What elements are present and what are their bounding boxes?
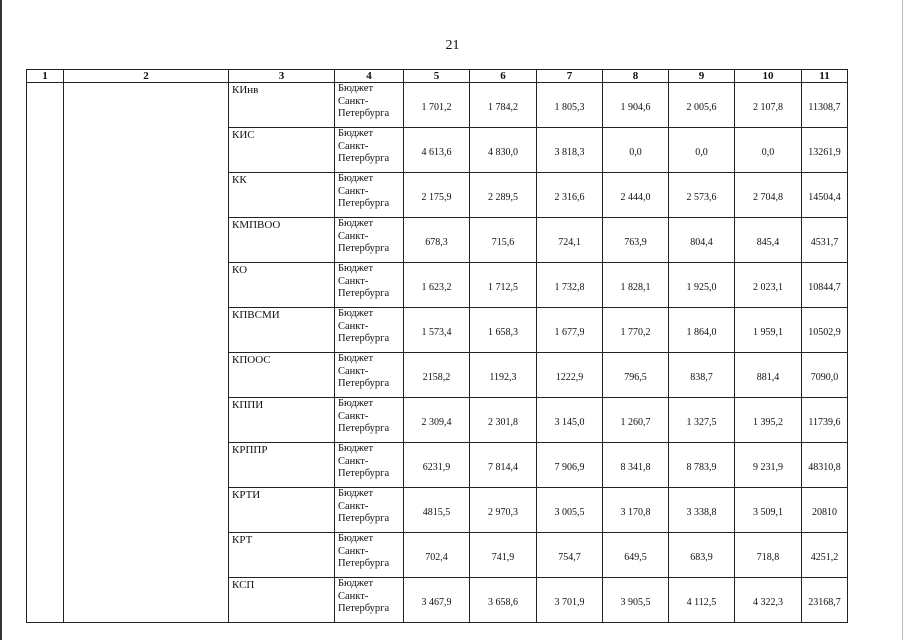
column-header-11: 11 bbox=[802, 70, 848, 83]
value-cell-col-11: 7090,0 bbox=[802, 353, 848, 398]
page-left-border bbox=[0, 0, 2, 640]
row-code: КПВСМИ bbox=[229, 308, 335, 353]
value-cell-col-5: 1 701,2 bbox=[404, 83, 470, 128]
column-header-3: 3 bbox=[229, 70, 335, 83]
value-cell-col-9: 1 327,5 bbox=[669, 398, 735, 443]
row-code: КМПВОО bbox=[229, 218, 335, 263]
value-cell-col-5: 702,4 bbox=[404, 533, 470, 578]
value-cell-col-9: 3 338,8 bbox=[669, 488, 735, 533]
table-body bbox=[27, 83, 848, 623]
value-cell-col-10: 4 322,3 bbox=[735, 578, 802, 623]
funding-source: Бюджет Санкт-Петербурга bbox=[335, 173, 404, 218]
funding-source: Бюджет Санкт-Петербурга bbox=[335, 443, 404, 488]
funding-source: Бюджет Санкт-Петербурга bbox=[335, 578, 404, 623]
funding-source: Бюджет Санкт-Петербурга bbox=[335, 83, 404, 128]
value-cell-col-6: 741,9 bbox=[470, 533, 537, 578]
value-cell-col-10: 2 023,1 bbox=[735, 263, 802, 308]
funding-source: Бюджет Санкт-Петербурга bbox=[335, 308, 404, 353]
funding-source: Бюджет Санкт-Петербурга bbox=[335, 488, 404, 533]
value-cell-col-6: 3 658,6 bbox=[470, 578, 537, 623]
value-cell-col-11: 23168,7 bbox=[802, 578, 848, 623]
column-header-7: 7 bbox=[537, 70, 603, 83]
funding-source: Бюджет Санкт-Петербурга bbox=[335, 128, 404, 173]
value-cell-col-5: 678,3 bbox=[404, 218, 470, 263]
value-cell-col-5: 4815,5 bbox=[404, 488, 470, 533]
funding-source: Бюджет Санкт-Петербурга bbox=[335, 398, 404, 443]
column-header-4: 4 bbox=[335, 70, 404, 83]
value-cell-col-5: 2 175,9 bbox=[404, 173, 470, 218]
value-cell-col-8: 1 260,7 bbox=[603, 398, 669, 443]
value-cell-col-8: 2 444,0 bbox=[603, 173, 669, 218]
value-cell-col-9: 1 864,0 bbox=[669, 308, 735, 353]
value-cell-col-11: 48310,8 bbox=[802, 443, 848, 488]
value-cell-col-6: 715,6 bbox=[470, 218, 537, 263]
value-cell-col-6: 1 784,2 bbox=[470, 83, 537, 128]
value-cell-col-11: 4251,2 bbox=[802, 533, 848, 578]
row-code: КПООС bbox=[229, 353, 335, 398]
value-cell-col-8: 3 170,8 bbox=[603, 488, 669, 533]
value-cell-col-6: 2 970,3 bbox=[470, 488, 537, 533]
value-cell-col-5: 3 467,9 bbox=[404, 578, 470, 623]
value-cell-col-5: 2 309,4 bbox=[404, 398, 470, 443]
column-header-6: 6 bbox=[470, 70, 537, 83]
value-cell-col-11: 13261,9 bbox=[802, 128, 848, 173]
value-cell-col-7: 3 005,5 bbox=[537, 488, 603, 533]
value-cell-col-5: 2158,2 bbox=[404, 353, 470, 398]
row-code: КИС bbox=[229, 128, 335, 173]
value-cell-col-8: 1 904,6 bbox=[603, 83, 669, 128]
blank-cell-col-1 bbox=[27, 83, 64, 623]
value-cell-col-10: 881,4 bbox=[735, 353, 802, 398]
value-cell-col-8: 8 341,8 bbox=[603, 443, 669, 488]
value-cell-col-10: 2 107,8 bbox=[735, 83, 802, 128]
value-cell-col-10: 1 959,1 bbox=[735, 308, 802, 353]
column-header-9: 9 bbox=[669, 70, 735, 83]
budget-table bbox=[26, 69, 848, 623]
value-cell-col-10: 3 509,1 bbox=[735, 488, 802, 533]
value-cell-col-11: 10502,9 bbox=[802, 308, 848, 353]
value-cell-col-9: 683,9 bbox=[669, 533, 735, 578]
value-cell-col-10: 1 395,2 bbox=[735, 398, 802, 443]
value-cell-col-6: 7 814,4 bbox=[470, 443, 537, 488]
column-header-10: 10 bbox=[735, 70, 802, 83]
value-cell-col-9: 4 112,5 bbox=[669, 578, 735, 623]
value-cell-col-8: 763,9 bbox=[603, 218, 669, 263]
row-code: КО bbox=[229, 263, 335, 308]
value-cell-col-8: 0,0 bbox=[603, 128, 669, 173]
value-cell-col-8: 1 770,2 bbox=[603, 308, 669, 353]
value-cell-col-6: 1192,3 bbox=[470, 353, 537, 398]
value-cell-col-9: 2 573,6 bbox=[669, 173, 735, 218]
funding-source: Бюджет Санкт-Петербурга bbox=[335, 533, 404, 578]
row-code: КРТИ bbox=[229, 488, 335, 533]
value-cell-col-9: 0,0 bbox=[669, 128, 735, 173]
value-cell-col-8: 649,5 bbox=[603, 533, 669, 578]
page-right-border bbox=[902, 0, 903, 640]
value-cell-col-6: 1 712,5 bbox=[470, 263, 537, 308]
value-cell-col-7: 3 701,9 bbox=[537, 578, 603, 623]
value-cell-col-7: 2 316,6 bbox=[537, 173, 603, 218]
value-cell-col-11: 11308,7 bbox=[802, 83, 848, 128]
value-cell-col-9: 838,7 bbox=[669, 353, 735, 398]
value-cell-col-7: 1222,9 bbox=[537, 353, 603, 398]
value-cell-col-10: 2 704,8 bbox=[735, 173, 802, 218]
value-cell-col-11: 10844,7 bbox=[802, 263, 848, 308]
value-cell-col-7: 3 818,3 bbox=[537, 128, 603, 173]
value-cell-col-8: 3 905,5 bbox=[603, 578, 669, 623]
value-cell-col-6: 4 830,0 bbox=[470, 128, 537, 173]
page-number: 21 bbox=[445, 38, 460, 53]
value-cell-col-6: 2 301,8 bbox=[470, 398, 537, 443]
row-code: КСП bbox=[229, 578, 335, 623]
column-header-1: 1 bbox=[27, 70, 64, 83]
table-header-row bbox=[27, 70, 848, 83]
value-cell-col-5: 4 613,6 bbox=[404, 128, 470, 173]
value-cell-col-10: 718,8 bbox=[735, 533, 802, 578]
value-cell-col-5: 1 573,4 bbox=[404, 308, 470, 353]
blank-cell-col-2 bbox=[64, 83, 229, 623]
row-code: КРТ bbox=[229, 533, 335, 578]
row-code: КППИ bbox=[229, 398, 335, 443]
value-cell-col-9: 8 783,9 bbox=[669, 443, 735, 488]
value-cell-col-10: 845,4 bbox=[735, 218, 802, 263]
value-cell-col-9: 804,4 bbox=[669, 218, 735, 263]
row-code: КРППР bbox=[229, 443, 335, 488]
value-cell-col-7: 754,7 bbox=[537, 533, 603, 578]
row-code: КК bbox=[229, 173, 335, 218]
value-cell-col-6: 2 289,5 bbox=[470, 173, 537, 218]
value-cell-col-9: 1 925,0 bbox=[669, 263, 735, 308]
value-cell-col-11: 4531,7 bbox=[802, 218, 848, 263]
value-cell-col-7: 1 677,9 bbox=[537, 308, 603, 353]
value-cell-col-11: 20810 bbox=[802, 488, 848, 533]
value-cell-col-10: 9 231,9 bbox=[735, 443, 802, 488]
value-cell-col-7: 1 732,8 bbox=[537, 263, 603, 308]
value-cell-col-7: 724,1 bbox=[537, 218, 603, 263]
funding-source: Бюджет Санкт-Петербурга bbox=[335, 353, 404, 398]
funding-source: Бюджет Санкт-Петербурга bbox=[335, 218, 404, 263]
value-cell-col-7: 1 805,3 bbox=[537, 83, 603, 128]
column-header-5: 5 bbox=[404, 70, 470, 83]
value-cell-col-8: 1 828,1 bbox=[603, 263, 669, 308]
value-cell-col-5: 6231,9 bbox=[404, 443, 470, 488]
row-code: КИнв bbox=[229, 83, 335, 128]
funding-source: Бюджет Санкт-Петербурга bbox=[335, 263, 404, 308]
value-cell-col-9: 2 005,6 bbox=[669, 83, 735, 128]
value-cell-col-7: 3 145,0 bbox=[537, 398, 603, 443]
value-cell-col-10: 0,0 bbox=[735, 128, 802, 173]
value-cell-col-6: 1 658,3 bbox=[470, 308, 537, 353]
column-header-2: 2 bbox=[64, 70, 229, 83]
value-cell-col-5: 1 623,2 bbox=[404, 263, 470, 308]
table-row bbox=[27, 83, 848, 128]
value-cell-col-7: 7 906,9 bbox=[537, 443, 603, 488]
column-header-8: 8 bbox=[603, 70, 669, 83]
value-cell-col-8: 796,5 bbox=[603, 353, 669, 398]
value-cell-col-11: 11739,6 bbox=[802, 398, 848, 443]
value-cell-col-11: 14504,4 bbox=[802, 173, 848, 218]
